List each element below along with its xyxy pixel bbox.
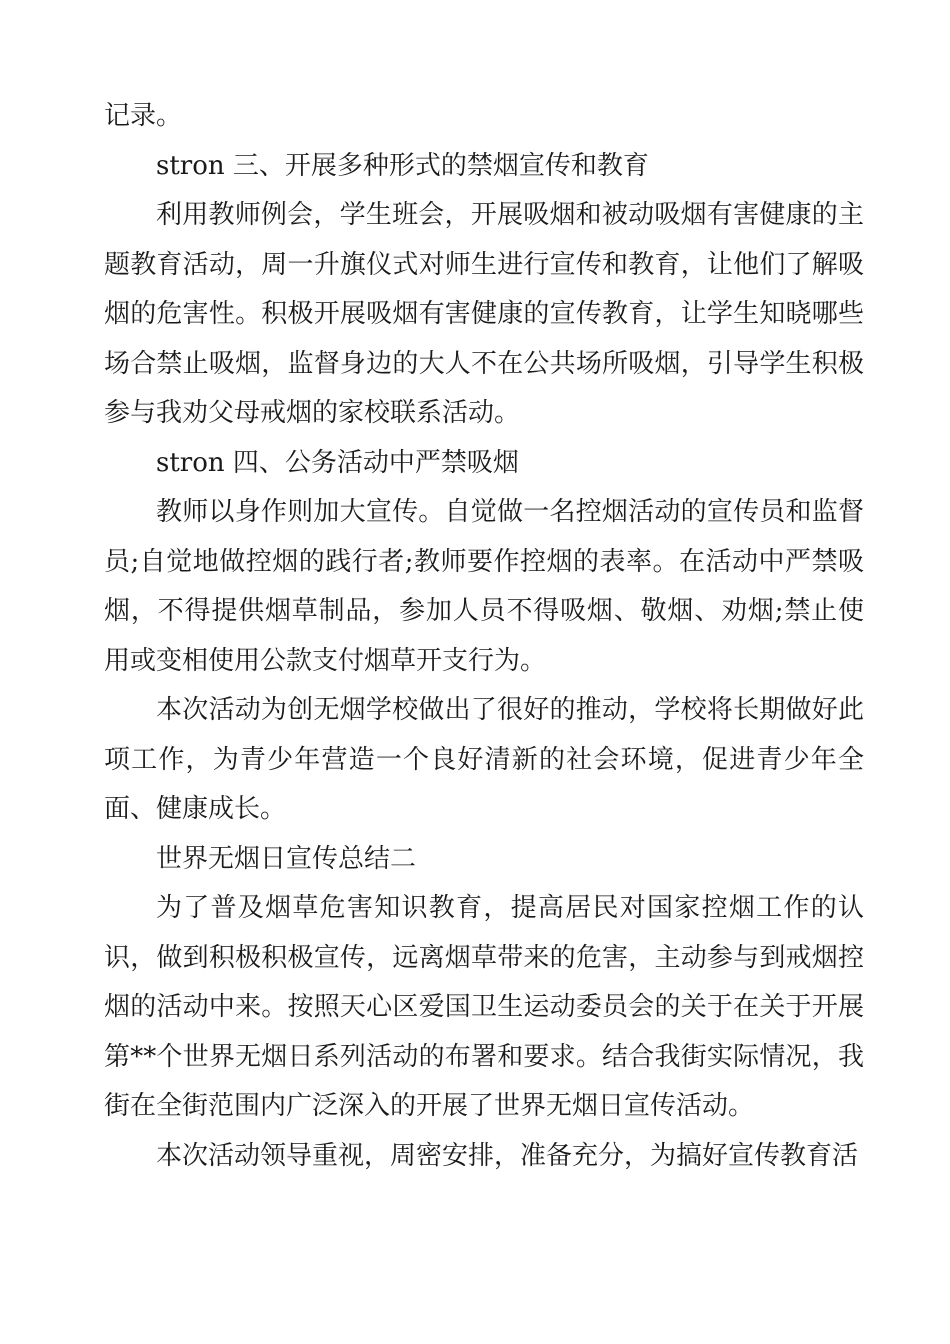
section-heading-three: stron 三、开展多种形式的禁烟宣传和教育: [156, 150, 649, 181]
paragraph-education-activities: 利用教师例会，学生班会，开展吸烟和被动吸烟有害健康的主题教育活动，周一升旗仪式对师生进行宣传和教育，让他们了解吸烟的危害性。积极开展吸烟有害健康的宣传教育，让学生知晓哪些场合禁止吸烟，监督身边的大人不在公共场所吸烟，引导学生积极参与我劝父母戒烟的家校联系活动。: [104, 200, 864, 428]
paragraph-campaign-intro: 为了普及烟草危害知识教育，提高居民对国家控烟工作的认识，做到积极积极宣传，远离烟草带来的危害，主动参与到戒烟控烟的活动中来。按照天心区爱国卫生运动委员会的关于在关于开展第**个世界无烟日系列活动的布署和要求。结合我街实际情况，我街在全街范围内广泛深入的开展了世界无烟日宣传活动。: [104, 893, 864, 1121]
summary-two-title: 世界无烟日宣传总结二: [156, 843, 417, 874]
paragraph-leadership: 本次活动领导重视，周密安排，准备充分，为搞好宣传教育活: [156, 1140, 859, 1171]
paragraph-continuation: 记录。: [104, 101, 183, 131]
document-body: [104, 92, 864, 1181]
section-heading-four: stron 四、公务活动中严禁吸烟: [156, 447, 519, 478]
paragraph-conclusion: 本次活动为创无烟学校做出了很好的推动，学校将长期做好此项工作，为青少年营造一个良好清新的社会环境，促进青少年全面、健康成长。: [104, 695, 864, 824]
paragraph-teachers-role: 教师以身作则加大宣传。自觉做一名控烟活动的宣传员和监督员;自觉地做控烟的践行者;教师要作控烟的表率。在活动中严禁吸烟，不得提供烟草制品，参加人员不得吸烟、敬烟、劝烟;禁止使用或变相使用公款支付烟草开支行为。: [104, 497, 864, 676]
